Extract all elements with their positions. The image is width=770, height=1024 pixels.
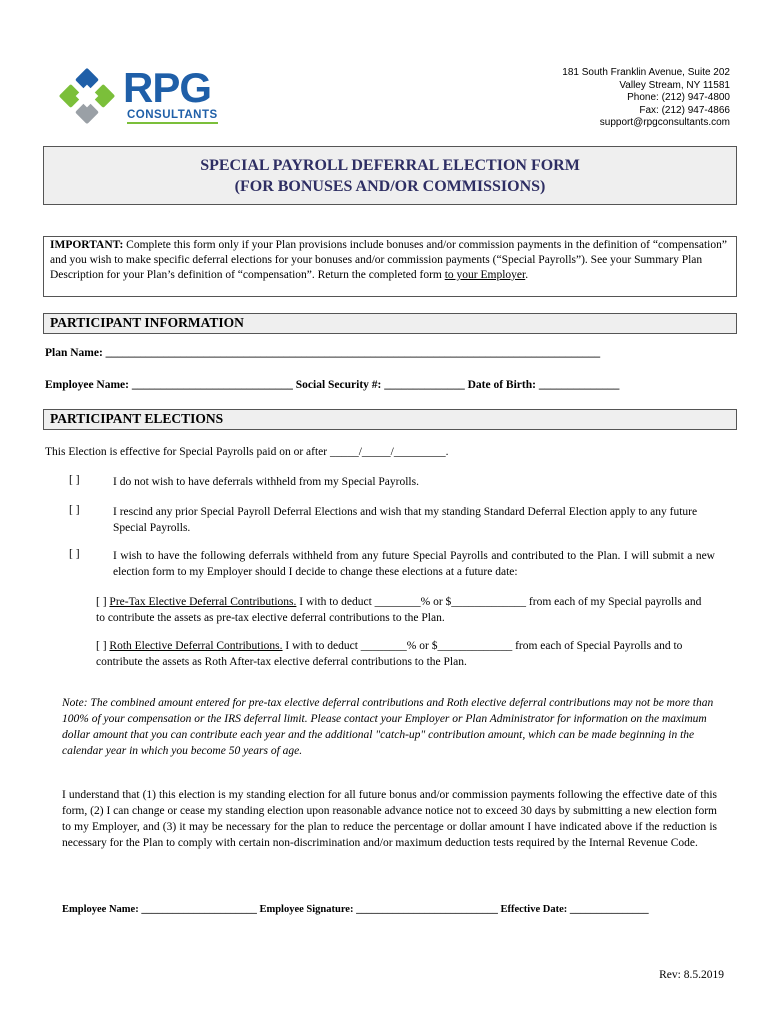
revision-label: Rev: 8.5.2019	[659, 969, 724, 981]
signature-row	[62, 904, 649, 915]
roth-text[interactable]: I with to deduct ________% or $_____________ from each of Special Payrolls and to contribute the assets as Roth After-tax elective deferral contributions to the Plan.	[96, 640, 683, 668]
form-title-box	[43, 146, 737, 205]
address-line: 181 South Franklin Avenue, Suite 202	[562, 67, 730, 78]
withhold-checkbox[interactable]: [ ]	[69, 548, 80, 560]
employer-link: to your Employer	[444, 269, 526, 281]
effective-date-field[interactable]: Effective Date: _______________	[500, 904, 649, 915]
important-notice	[43, 236, 737, 297]
fax-line: Fax: (212) 947-4866	[639, 104, 730, 116]
no-deferral-checkbox[interactable]: [ ]	[69, 474, 80, 486]
form-subtitle: (FOR BONUSES AND/OR COMMISSIONS)	[234, 178, 546, 195]
logo-text: RPG	[123, 64, 212, 111]
dob-field[interactable]: Date of Birth: ______________	[467, 379, 620, 391]
pretax-text[interactable]: I with to deduct ________% or $_____________ from each of my Special payrolls and to contribute the assets as pre-tax elective deferral contributions to the Plan.	[96, 596, 702, 624]
no-deferral-option: I do not wish to have deferrals withheld from my Special Payrolls.	[113, 476, 419, 488]
pretax-election	[96, 594, 708, 626]
employee-info-row	[45, 379, 619, 391]
pretax-checkbox[interactable]: [ ]	[96, 596, 107, 608]
contribution-note: Note: The combined amount entered for pre-tax elective deferral contributions and Roth elective deferral contributions may not be more than 100% of your compensation or the IRS deferral limit. Please contact your Employer or Plan Administrator for information on the maximum dollar amount that you can contribute each year and the additional "catch-up" contribution amount, which can be made beginning in the calendar year in which you become 50 years of age.	[62, 697, 714, 757]
participant-information-heading: PARTICIPANT INFORMATION	[43, 313, 737, 334]
roth-label: Roth Elective Deferral Contributions.	[109, 640, 283, 652]
effective-date-line[interactable]: This Election is effective for Special Payrolls paid on or after _____/_____/_________.	[45, 446, 449, 458]
pretax-label: Pre-Tax Elective Deferral Contributions.	[109, 596, 297, 608]
email-line[interactable]: support@rpgconsultants.com	[599, 117, 730, 128]
rescind-option: I rescind any prior Special Payroll Deferral Elections and wish that my standing Standard Deferral Election apply to any future Special Payrolls.	[113, 506, 698, 534]
acknowledgement-text: I understand that (1) this election is my standing election for all future bonus and/or commission payments following the effective date of this form, (2) I can change or cease my standing election upon reasonable advance notice not to exceed 30 days by submitting a new election form to my Employer, and (3) it may be necessary for the plan to reduce the percentage or dollar amount I have indicated above if the reduction is necessary for the Plan to comply with certain non-discrimination and/or maximum deduction tests required by the Internal Revenue Code.	[62, 789, 717, 849]
participant-elections-heading: PARTICIPANT ELECTIONS	[43, 409, 737, 430]
logo-subtext: CONSULTANTS	[127, 109, 218, 124]
address-line: Valley Stream, NY 11581	[619, 79, 730, 91]
employee-signature-field[interactable]: Employee Signature: ___________________________	[259, 904, 498, 915]
employee-name-field[interactable]: Employee Name: ____________________________	[45, 379, 293, 391]
signature-employee-name-field[interactable]: Employee Name: ______________________	[62, 904, 257, 915]
ssn-field[interactable]: Social Security #: ______________	[295, 379, 465, 391]
withhold-option: I wish to have the following deferrals withheld from any future Special Payrolls and contributed to the Plan. I will submit a new election form to my Employer should I decide to change these elections at a future date:	[113, 550, 715, 578]
important-label: IMPORTANT:	[50, 239, 124, 251]
form-title: SPECIAL PAYROLL DEFERRAL ELECTION FORM	[200, 157, 580, 174]
roth-checkbox[interactable]: [ ]	[96, 640, 107, 652]
company-address	[490, 67, 730, 130]
rescind-checkbox[interactable]: [ ]	[69, 504, 80, 516]
important-text: Complete this form only if your Plan provisions include bonuses and/or commission payments in the definition of “compensation” and you wish to make specific deferral elections for your bonuses and/or commission payments (“Special Payrolls”). See your Summary Plan Description for your Plan’s definition of “compensation”. Return the completed form	[50, 239, 727, 281]
company-logo	[57, 66, 247, 130]
phone-line: Phone: (212) 947-4800	[627, 92, 730, 103]
important-end: .	[525, 269, 529, 281]
plan-name-field[interactable]: Plan Name: ______________________________________________________________________________________	[45, 347, 601, 359]
roth-election	[96, 638, 708, 670]
